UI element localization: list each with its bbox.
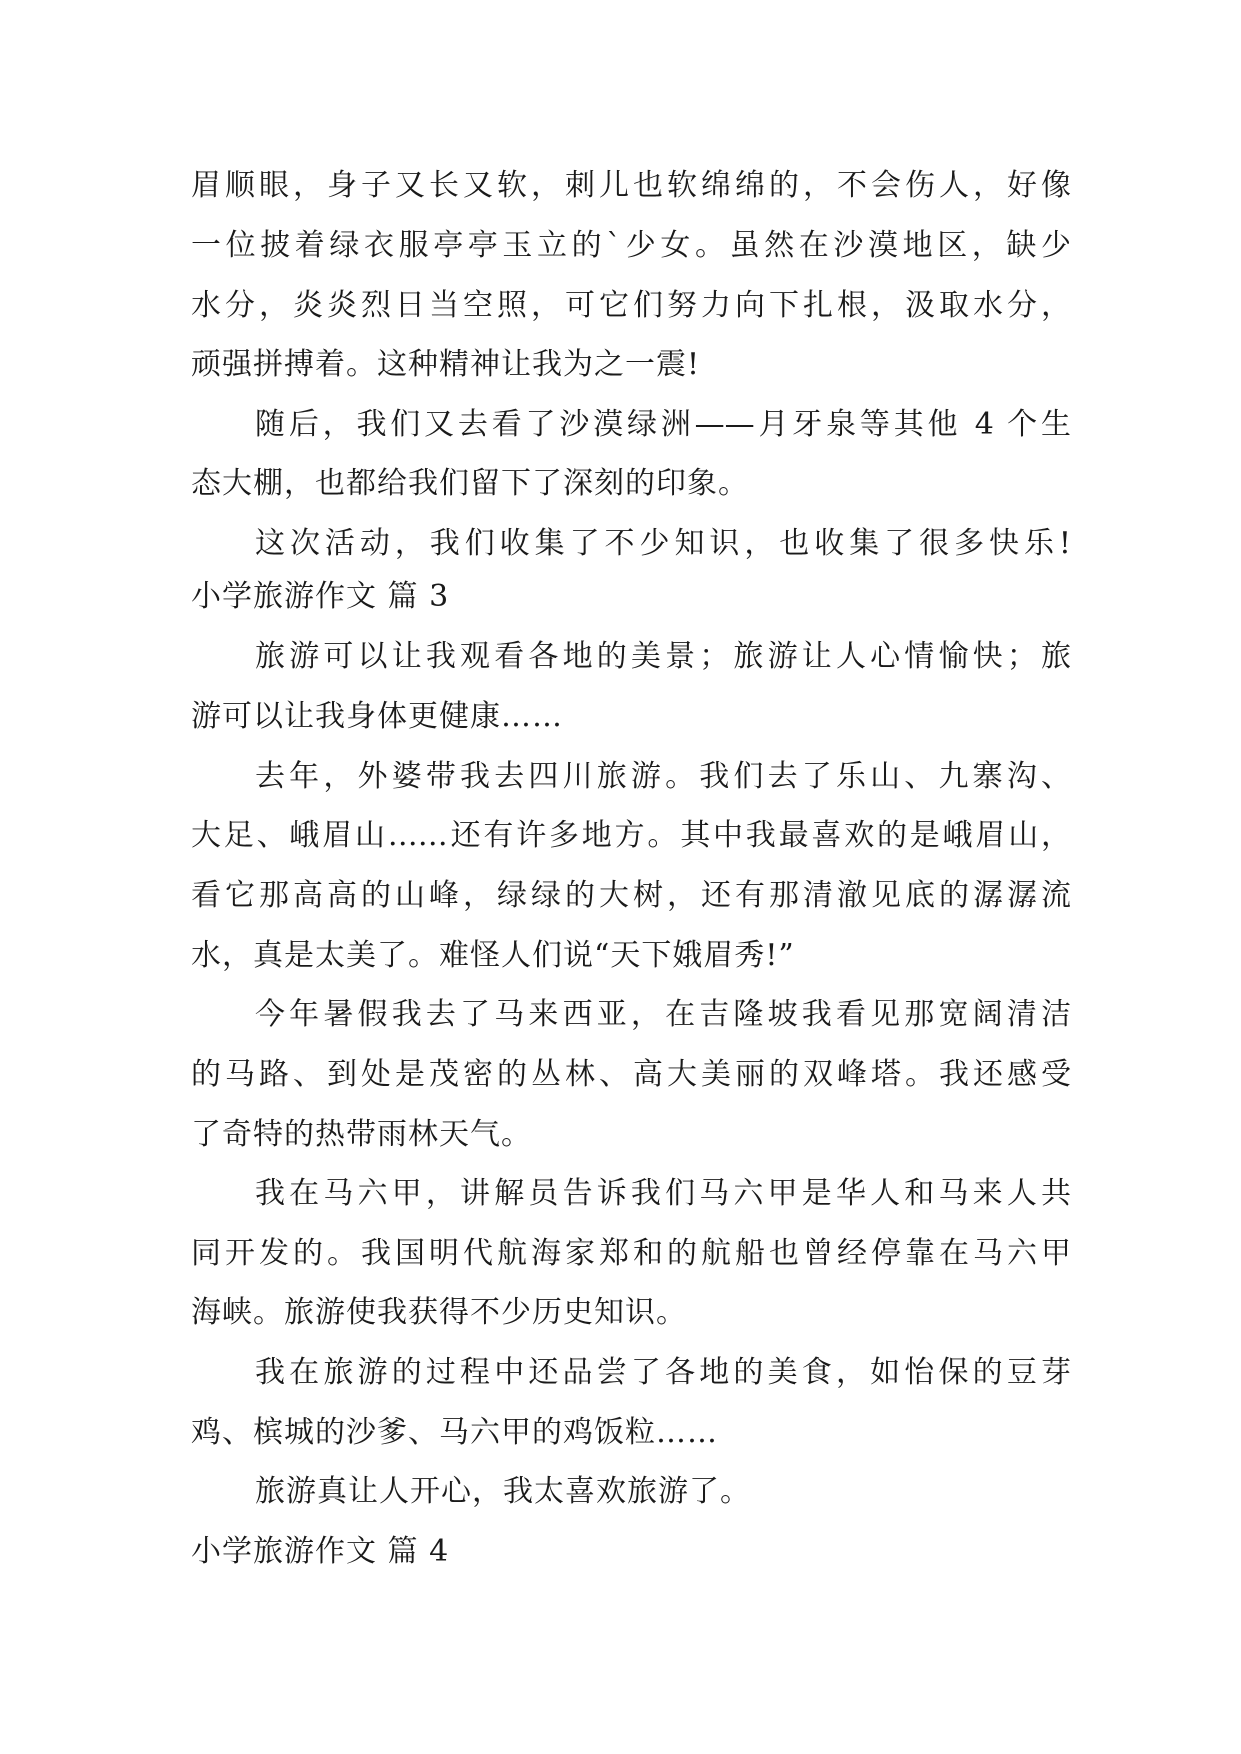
paragraph-line: 一位披着绿衣服亭亭玉立的`少女。虽然在沙漠地区，缺少 (191, 228, 1071, 263)
paragraph-line: 鸡、槟城的沙爹、马六甲的鸡饭粒…… (191, 1415, 718, 1450)
section-heading: 小学旅游作文 篇 4 (191, 1534, 450, 1569)
paragraph-line: 我在马六甲，讲解员告诉我们马六甲是华人和马来人共 (255, 1176, 1071, 1211)
paragraph-line: 水，真是太美了。难怪人们说“天下娥眉秀!” (191, 938, 795, 973)
paragraph-line: 游可以让我身体更健康…… (191, 699, 563, 734)
paragraph-line: 眉顺眼，身子又长又软，刺儿也软绵绵的，不会伤人，好像 (191, 168, 1071, 203)
paragraph-line: 水分，炎炎烈日当空照，可它们努力向下扎根，汲取水分， (191, 288, 1071, 323)
paragraph-line: 看它那高高的山峰，绿绿的大树，还有那清澈见底的潺潺流 (191, 878, 1071, 913)
paragraph-line: 去年，外婆带我去四川旅游。我们去了乐山、九寨沟、 (255, 759, 1071, 794)
paragraph-line: 随后，我们又去看了沙漠绿洲——月牙泉等其他 4 个生 (255, 407, 1071, 442)
paragraph-line: 今年暑假我去了马来西亚，在吉隆坡我看见那宽阔清洁 (255, 997, 1071, 1032)
paragraph-line: 我在旅游的过程中还品尝了各地的美食，如怡保的豆芽 (255, 1355, 1071, 1390)
paragraph-line: 旅游可以让我观看各地的美景；旅游让人心情愉快；旅 (255, 639, 1071, 674)
paragraph-line: 海峡。旅游使我获得不少历史知识。 (191, 1295, 687, 1330)
paragraph-line: 的马路、到处是茂密的丛林、高大美丽的双峰塔。我还感受 (191, 1057, 1071, 1092)
section-heading: 小学旅游作文 篇 3 (191, 579, 450, 614)
paragraph-line: 了奇特的热带雨林天气。 (191, 1117, 532, 1152)
paragraph-line: 大足、峨眉山……还有许多地方。其中我最喜欢的是峨眉山， (191, 818, 1071, 853)
paragraph-line: 同开发的。我国明代航海家郑和的航船也曾经停靠在马六甲 (191, 1236, 1071, 1271)
paragraph-line: 态大棚，也都给我们留下了深刻的印象。 (191, 466, 749, 501)
paragraph-line: 顽强拼搏着。这种精神让我为之一震! (191, 347, 701, 382)
paragraph-line: 旅游真让人开心，我太喜欢旅游了。 (255, 1474, 751, 1509)
paragraph-line: 这次活动，我们收集了不少知识，也收集了很多快乐! (255, 526, 1071, 561)
